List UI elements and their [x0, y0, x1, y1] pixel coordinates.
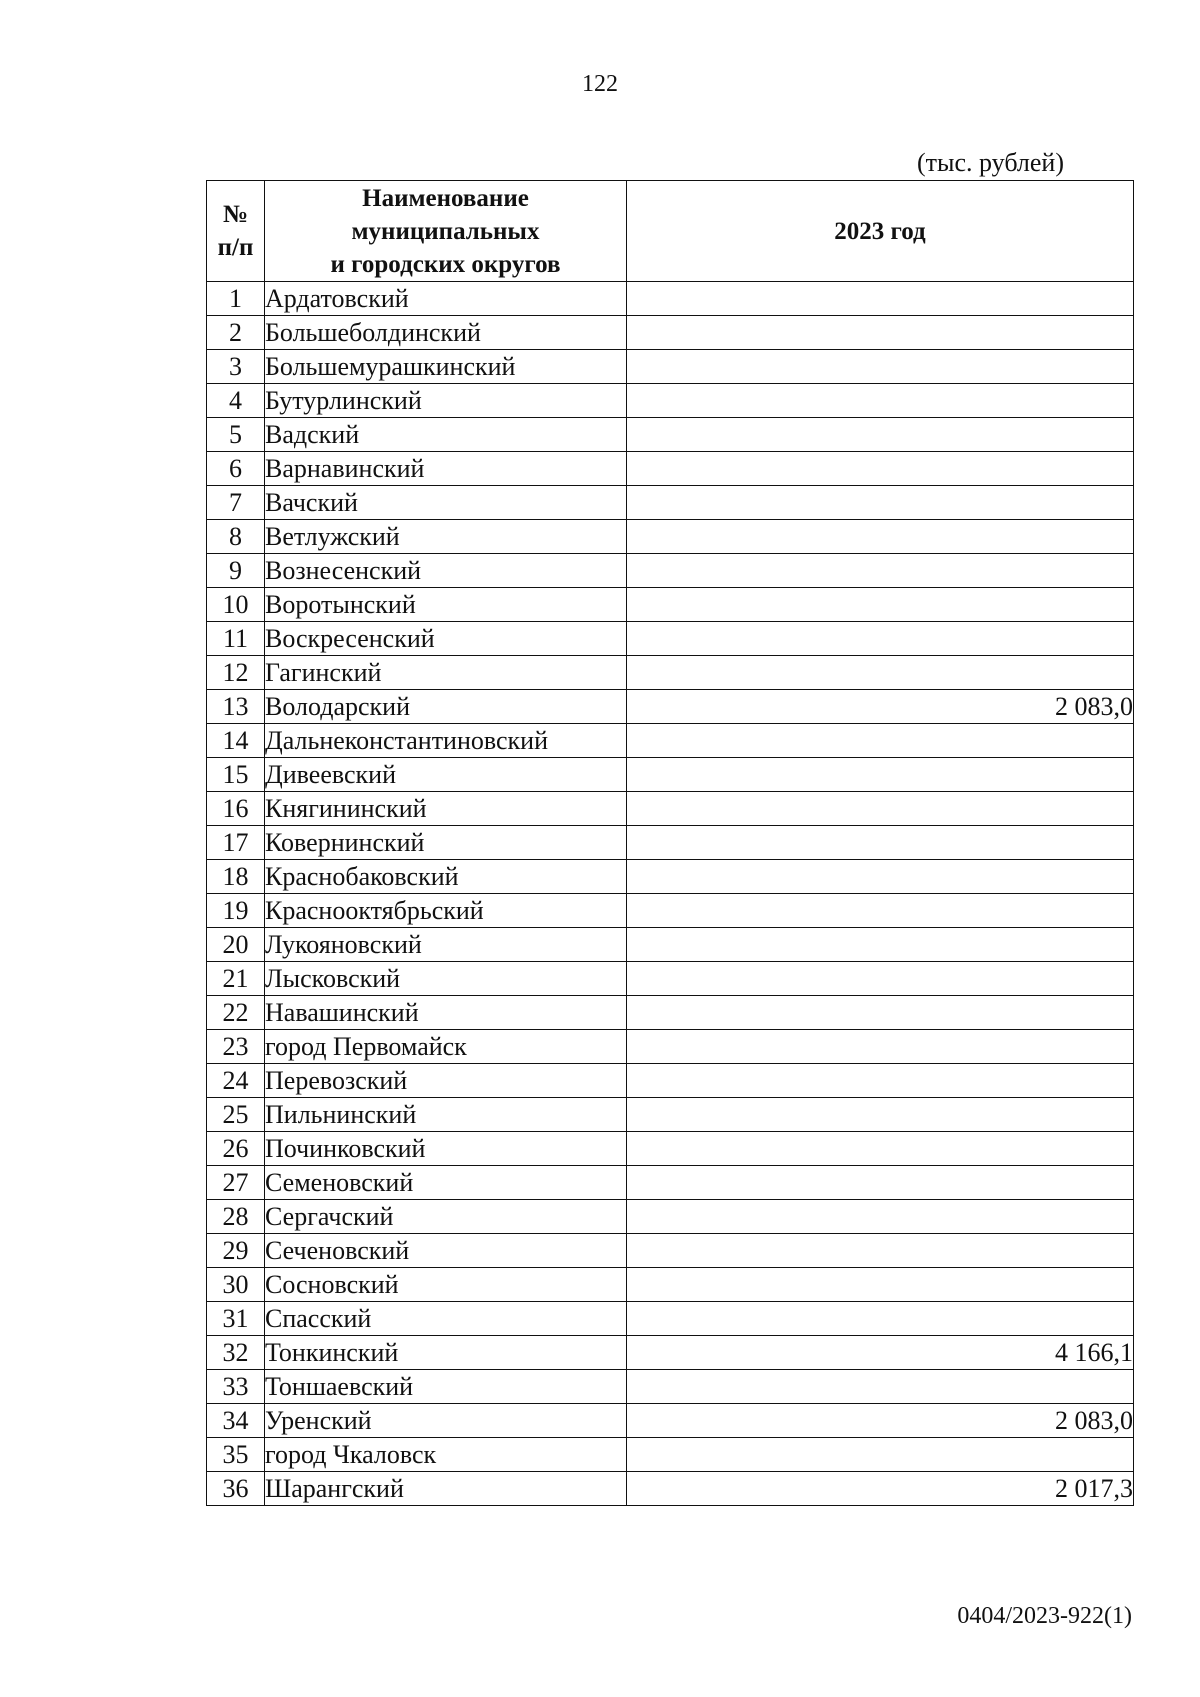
row-number: 20	[207, 928, 265, 962]
row-number: 7	[207, 486, 265, 520]
row-value	[627, 1268, 1134, 1302]
row-value	[627, 622, 1134, 656]
row-value	[627, 962, 1134, 996]
row-value	[627, 1370, 1134, 1404]
row-name: Спасский	[265, 1302, 627, 1336]
row-number: 1	[207, 282, 265, 316]
header-number: № п/п	[207, 181, 265, 282]
table-row	[207, 894, 1134, 928]
row-value	[627, 1132, 1134, 1166]
row-value: 4 166,1	[627, 1336, 1134, 1370]
row-value	[627, 792, 1134, 826]
row-value	[627, 826, 1134, 860]
row-name: Тонкинский	[265, 1336, 627, 1370]
table-row	[207, 1030, 1134, 1064]
row-number: 32	[207, 1336, 265, 1370]
row-value	[627, 316, 1134, 350]
table-row	[207, 1438, 1134, 1472]
row-number: 19	[207, 894, 265, 928]
row-number: 35	[207, 1438, 265, 1472]
row-name: Краснооктябрьский	[265, 894, 627, 928]
table-body	[207, 282, 1134, 1506]
row-number: 28	[207, 1200, 265, 1234]
table-row	[207, 860, 1134, 894]
row-value	[627, 350, 1134, 384]
row-number: 15	[207, 758, 265, 792]
row-value	[627, 384, 1134, 418]
row-value	[627, 1098, 1134, 1132]
row-name: Ковернинский	[265, 826, 627, 860]
row-number: 30	[207, 1268, 265, 1302]
row-name: Володарский	[265, 690, 627, 724]
header-name: Наименование муниципальных и городских округов	[265, 181, 627, 282]
row-value	[627, 656, 1134, 690]
row-value	[627, 996, 1134, 1030]
data-table	[206, 180, 1134, 1506]
table-row	[207, 962, 1134, 996]
table-row	[207, 928, 1134, 962]
row-name: город Первомайск	[265, 1030, 627, 1064]
row-number: 3	[207, 350, 265, 384]
table-row	[207, 690, 1134, 724]
row-name: Вачский	[265, 486, 627, 520]
row-name: Шарангский	[265, 1472, 627, 1506]
row-number: 31	[207, 1302, 265, 1336]
row-number: 24	[207, 1064, 265, 1098]
row-name: Сосновский	[265, 1268, 627, 1302]
row-number: 29	[207, 1234, 265, 1268]
row-name: Бутурлинский	[265, 384, 627, 418]
table-row	[207, 418, 1134, 452]
row-name: Княгининский	[265, 792, 627, 826]
header-year: 2023 год	[627, 181, 1134, 282]
table-row	[207, 724, 1134, 758]
row-number: 36	[207, 1472, 265, 1506]
row-number: 27	[207, 1166, 265, 1200]
row-number: 6	[207, 452, 265, 486]
row-number: 23	[207, 1030, 265, 1064]
table-row	[207, 792, 1134, 826]
table-row	[207, 282, 1134, 316]
row-number: 10	[207, 588, 265, 622]
table-row	[207, 1132, 1134, 1166]
row-name: Лысковский	[265, 962, 627, 996]
row-value	[627, 758, 1134, 792]
row-value	[627, 860, 1134, 894]
row-number: 18	[207, 860, 265, 894]
table-row	[207, 384, 1134, 418]
row-name: Сеченовский	[265, 1234, 627, 1268]
row-number: 16	[207, 792, 265, 826]
table-row	[207, 350, 1134, 384]
row-name: Тоншаевский	[265, 1370, 627, 1404]
row-name: Починковский	[265, 1132, 627, 1166]
row-name: Ардатовский	[265, 282, 627, 316]
table-row	[207, 486, 1134, 520]
row-number: 21	[207, 962, 265, 996]
row-value	[627, 1166, 1134, 1200]
row-name: Варнавинский	[265, 452, 627, 486]
row-name: Большеболдинский	[265, 316, 627, 350]
row-number: 13	[207, 690, 265, 724]
row-number: 11	[207, 622, 265, 656]
table-row	[207, 1200, 1134, 1234]
table-row	[207, 1098, 1134, 1132]
table-header-row	[207, 181, 1134, 282]
row-number: 25	[207, 1098, 265, 1132]
row-name: Воскресенский	[265, 622, 627, 656]
row-name: Вознесенский	[265, 554, 627, 588]
row-value	[627, 588, 1134, 622]
row-name: Воротынский	[265, 588, 627, 622]
row-name: Лукояновский	[265, 928, 627, 962]
row-name: Перевозский	[265, 1064, 627, 1098]
units-label: (тыс. рублей)	[916, 148, 1064, 177]
table-row	[207, 1472, 1134, 1506]
row-value	[627, 1438, 1134, 1472]
row-name: город Чкаловск	[265, 1438, 627, 1472]
row-number: 14	[207, 724, 265, 758]
table-row	[207, 1370, 1134, 1404]
table-row	[207, 1336, 1134, 1370]
table-row	[207, 622, 1134, 656]
row-value	[627, 928, 1134, 962]
table-row	[207, 1064, 1134, 1098]
row-value	[627, 1200, 1134, 1234]
row-number: 9	[207, 554, 265, 588]
row-number: 5	[207, 418, 265, 452]
row-value: 2 083,0	[627, 690, 1134, 724]
row-number: 22	[207, 996, 265, 1030]
page-number: 122	[582, 71, 618, 97]
row-name: Ветлужский	[265, 520, 627, 554]
table-row	[207, 996, 1134, 1030]
row-name: Пильнинский	[265, 1098, 627, 1132]
row-name: Сергачский	[265, 1200, 627, 1234]
row-value	[627, 418, 1134, 452]
table-row	[207, 316, 1134, 350]
row-value	[627, 1030, 1134, 1064]
row-name: Дивеевский	[265, 758, 627, 792]
table-row	[207, 554, 1134, 588]
row-value	[627, 452, 1134, 486]
row-name: Вадский	[265, 418, 627, 452]
row-value	[627, 554, 1134, 588]
row-value	[627, 282, 1134, 316]
table-row	[207, 656, 1134, 690]
table-row	[207, 1234, 1134, 1268]
table-row	[207, 520, 1134, 554]
row-name: Гагинский	[265, 656, 627, 690]
table-row	[207, 1302, 1134, 1336]
row-number: 2	[207, 316, 265, 350]
table-row	[207, 588, 1134, 622]
row-value	[627, 1234, 1134, 1268]
row-value	[627, 894, 1134, 928]
table-row	[207, 1404, 1134, 1438]
document-code: 0404/2023-922(1)	[957, 1603, 1132, 1629]
row-value: 2 083,0	[627, 1404, 1134, 1438]
row-name: Уренский	[265, 1404, 627, 1438]
row-value	[627, 520, 1134, 554]
row-value	[627, 1064, 1134, 1098]
row-number: 12	[207, 656, 265, 690]
row-name: Краснобаковский	[265, 860, 627, 894]
row-value	[627, 486, 1134, 520]
table-row	[207, 758, 1134, 792]
row-number: 33	[207, 1370, 265, 1404]
table-row	[207, 452, 1134, 486]
row-number: 4	[207, 384, 265, 418]
row-value	[627, 1302, 1134, 1336]
row-value	[627, 724, 1134, 758]
row-name: Большемурашкинский	[265, 350, 627, 384]
row-number: 34	[207, 1404, 265, 1438]
table-row	[207, 1166, 1134, 1200]
row-number: 26	[207, 1132, 265, 1166]
row-name: Семеновский	[265, 1166, 627, 1200]
table-row	[207, 826, 1134, 860]
row-number: 17	[207, 826, 265, 860]
table-row	[207, 1268, 1134, 1302]
row-number: 8	[207, 520, 265, 554]
row-name: Навашинский	[265, 996, 627, 1030]
row-name: Дальнеконстантиновский	[265, 724, 627, 758]
row-value: 2 017,3	[627, 1472, 1134, 1506]
